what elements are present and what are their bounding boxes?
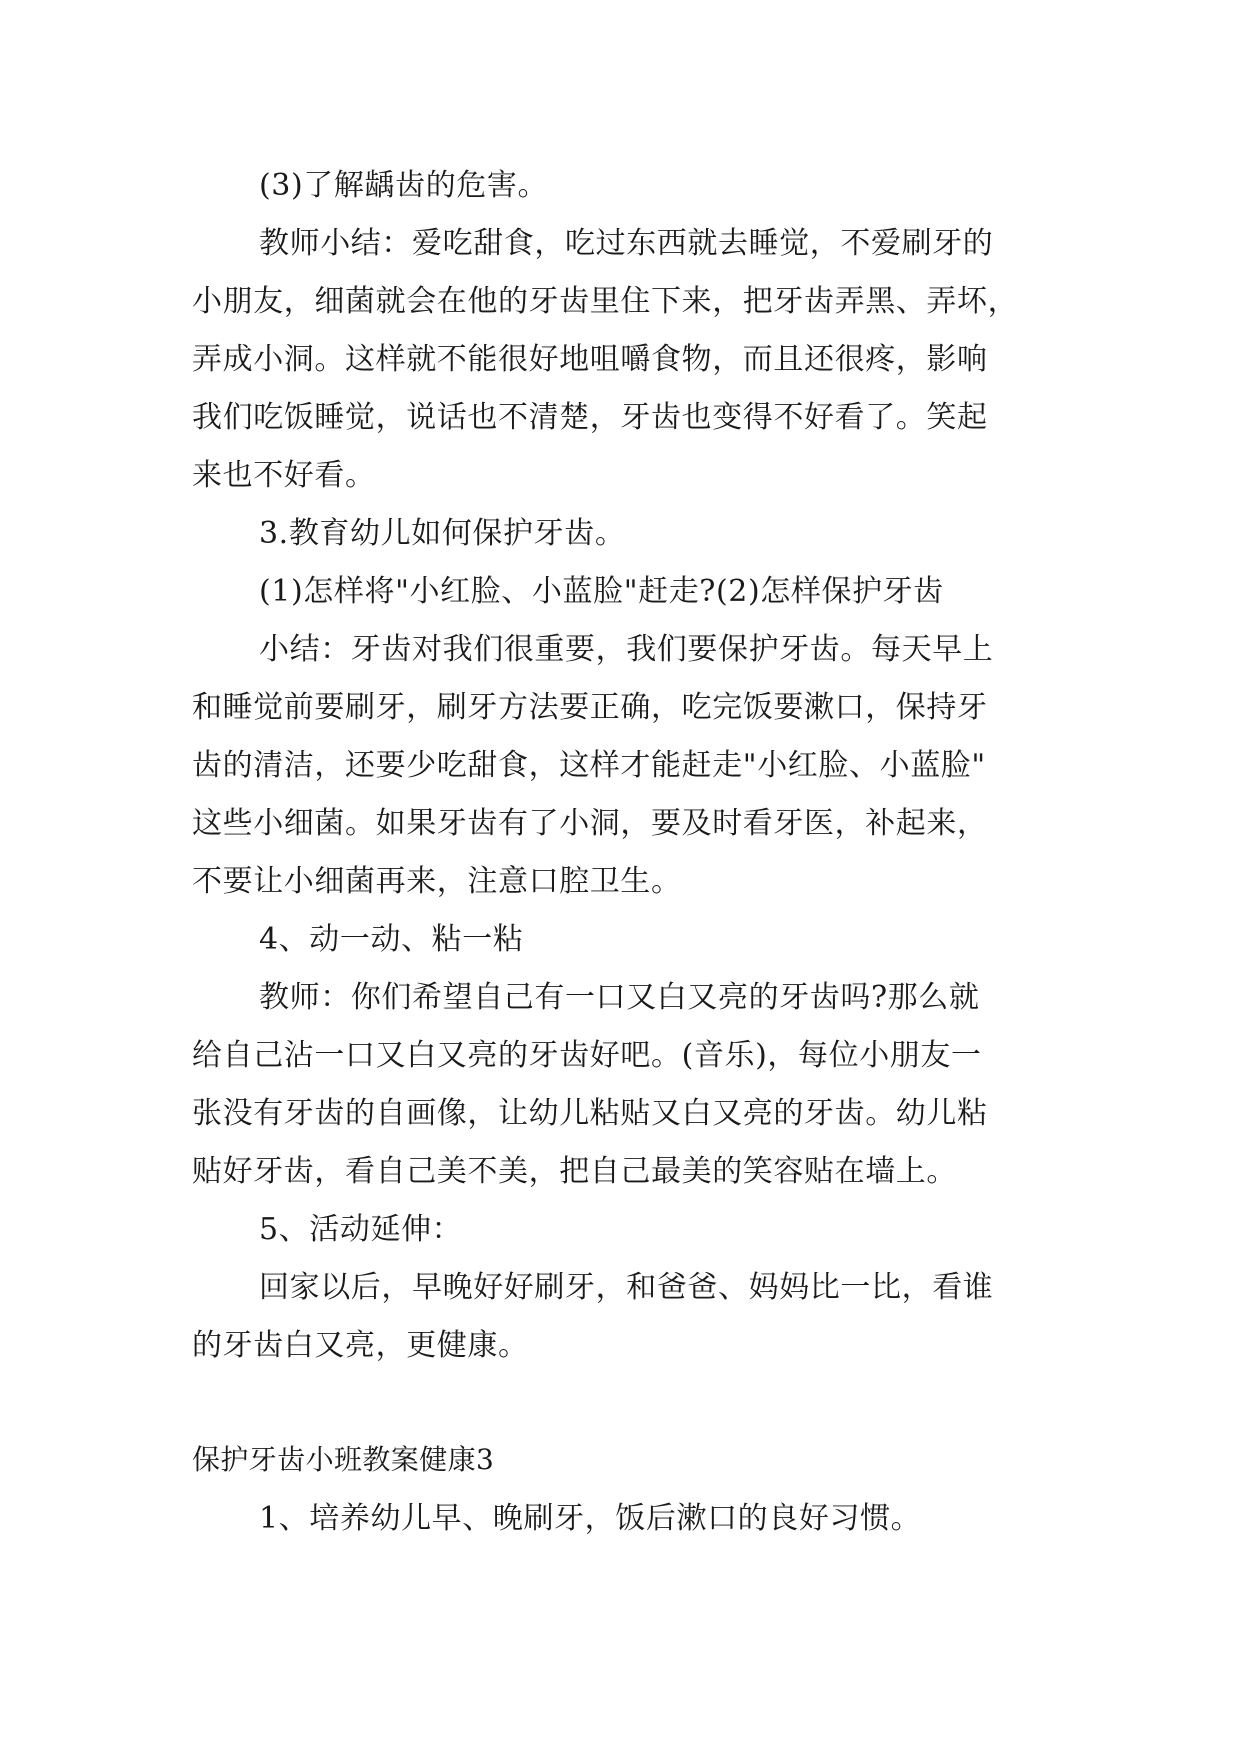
paragraph-line: 我们吃饭睡觉，说话也不清楚，牙齿也变得不好看了。笑起 <box>192 400 988 435</box>
paragraph-line: 回家以后，早晚好好刷牙，和爸爸、妈妈比一比，看谁 <box>259 1270 994 1305</box>
paragraph-line: 张没有牙齿的自画像，让幼儿粘贴又白又亮的牙齿。幼儿粘 <box>192 1096 988 1131</box>
paragraph-line: 的牙齿白又亮，更健康。 <box>192 1328 529 1363</box>
paragraph-line: (1)怎样将"小红脸、小蓝脸"赶走?(2)怎样保护牙齿 <box>259 574 944 609</box>
section-heading: 保护牙齿小班教案健康3 <box>192 1443 495 1476</box>
paragraph-line: 5、活动延伸： <box>259 1212 463 1247</box>
paragraph-line: 贴好牙齿，看自己美不美，把自己最美的笑容贴在墙上。 <box>192 1154 957 1189</box>
paragraph-line: 齿的清洁，还要少吃甜食，这样才能赶走"小红脸、小蓝脸" <box>192 748 986 783</box>
paragraph-line: 弄成小洞。这样就不能很好地咀嚼食物，而且还很疼，影响 <box>192 342 988 377</box>
paragraph-line: 教师小结：爱吃甜食，吃过东西就去睡觉，不爱刷牙的 <box>259 226 994 261</box>
paragraph-line: 来也不好看。 <box>192 458 376 493</box>
paragraph-line: 小朋友，细菌就会在他的牙齿里住下来，把牙齿弄黑、弄坏， <box>192 284 1019 319</box>
paragraph-line: 小结：牙齿对我们很重要，我们要保护牙齿。每天早上 <box>259 632 994 667</box>
paragraph-line: (3)了解龋齿的危害。 <box>259 168 549 203</box>
paragraph-line: 这些小细菌。如果牙齿有了小洞，要及时看牙医，补起来， <box>192 806 988 841</box>
paragraph-line: 和睡觉前要刷牙，刷牙方法要正确，吃完饭要漱口，保持牙 <box>192 690 988 725</box>
paragraph-line: 教师：你们希望自己有一口又白又亮的牙齿吗?那么就 <box>259 980 980 1015</box>
paragraph-line: 不要让小细菌再来，注意口腔卫生。 <box>192 864 682 899</box>
paragraph-line: 1、培养幼儿早、晚刷牙，饭后漱口的良好习惯。 <box>259 1501 922 1536</box>
paragraph-line: 4、动一动、粘一粘 <box>259 922 524 957</box>
paragraph-line: 给自己沾一口又白又亮的牙齿好吧。(音乐)，每位小朋友一 <box>192 1038 982 1073</box>
paragraph-line: 3.教育幼儿如何保护牙齿。 <box>259 516 626 551</box>
